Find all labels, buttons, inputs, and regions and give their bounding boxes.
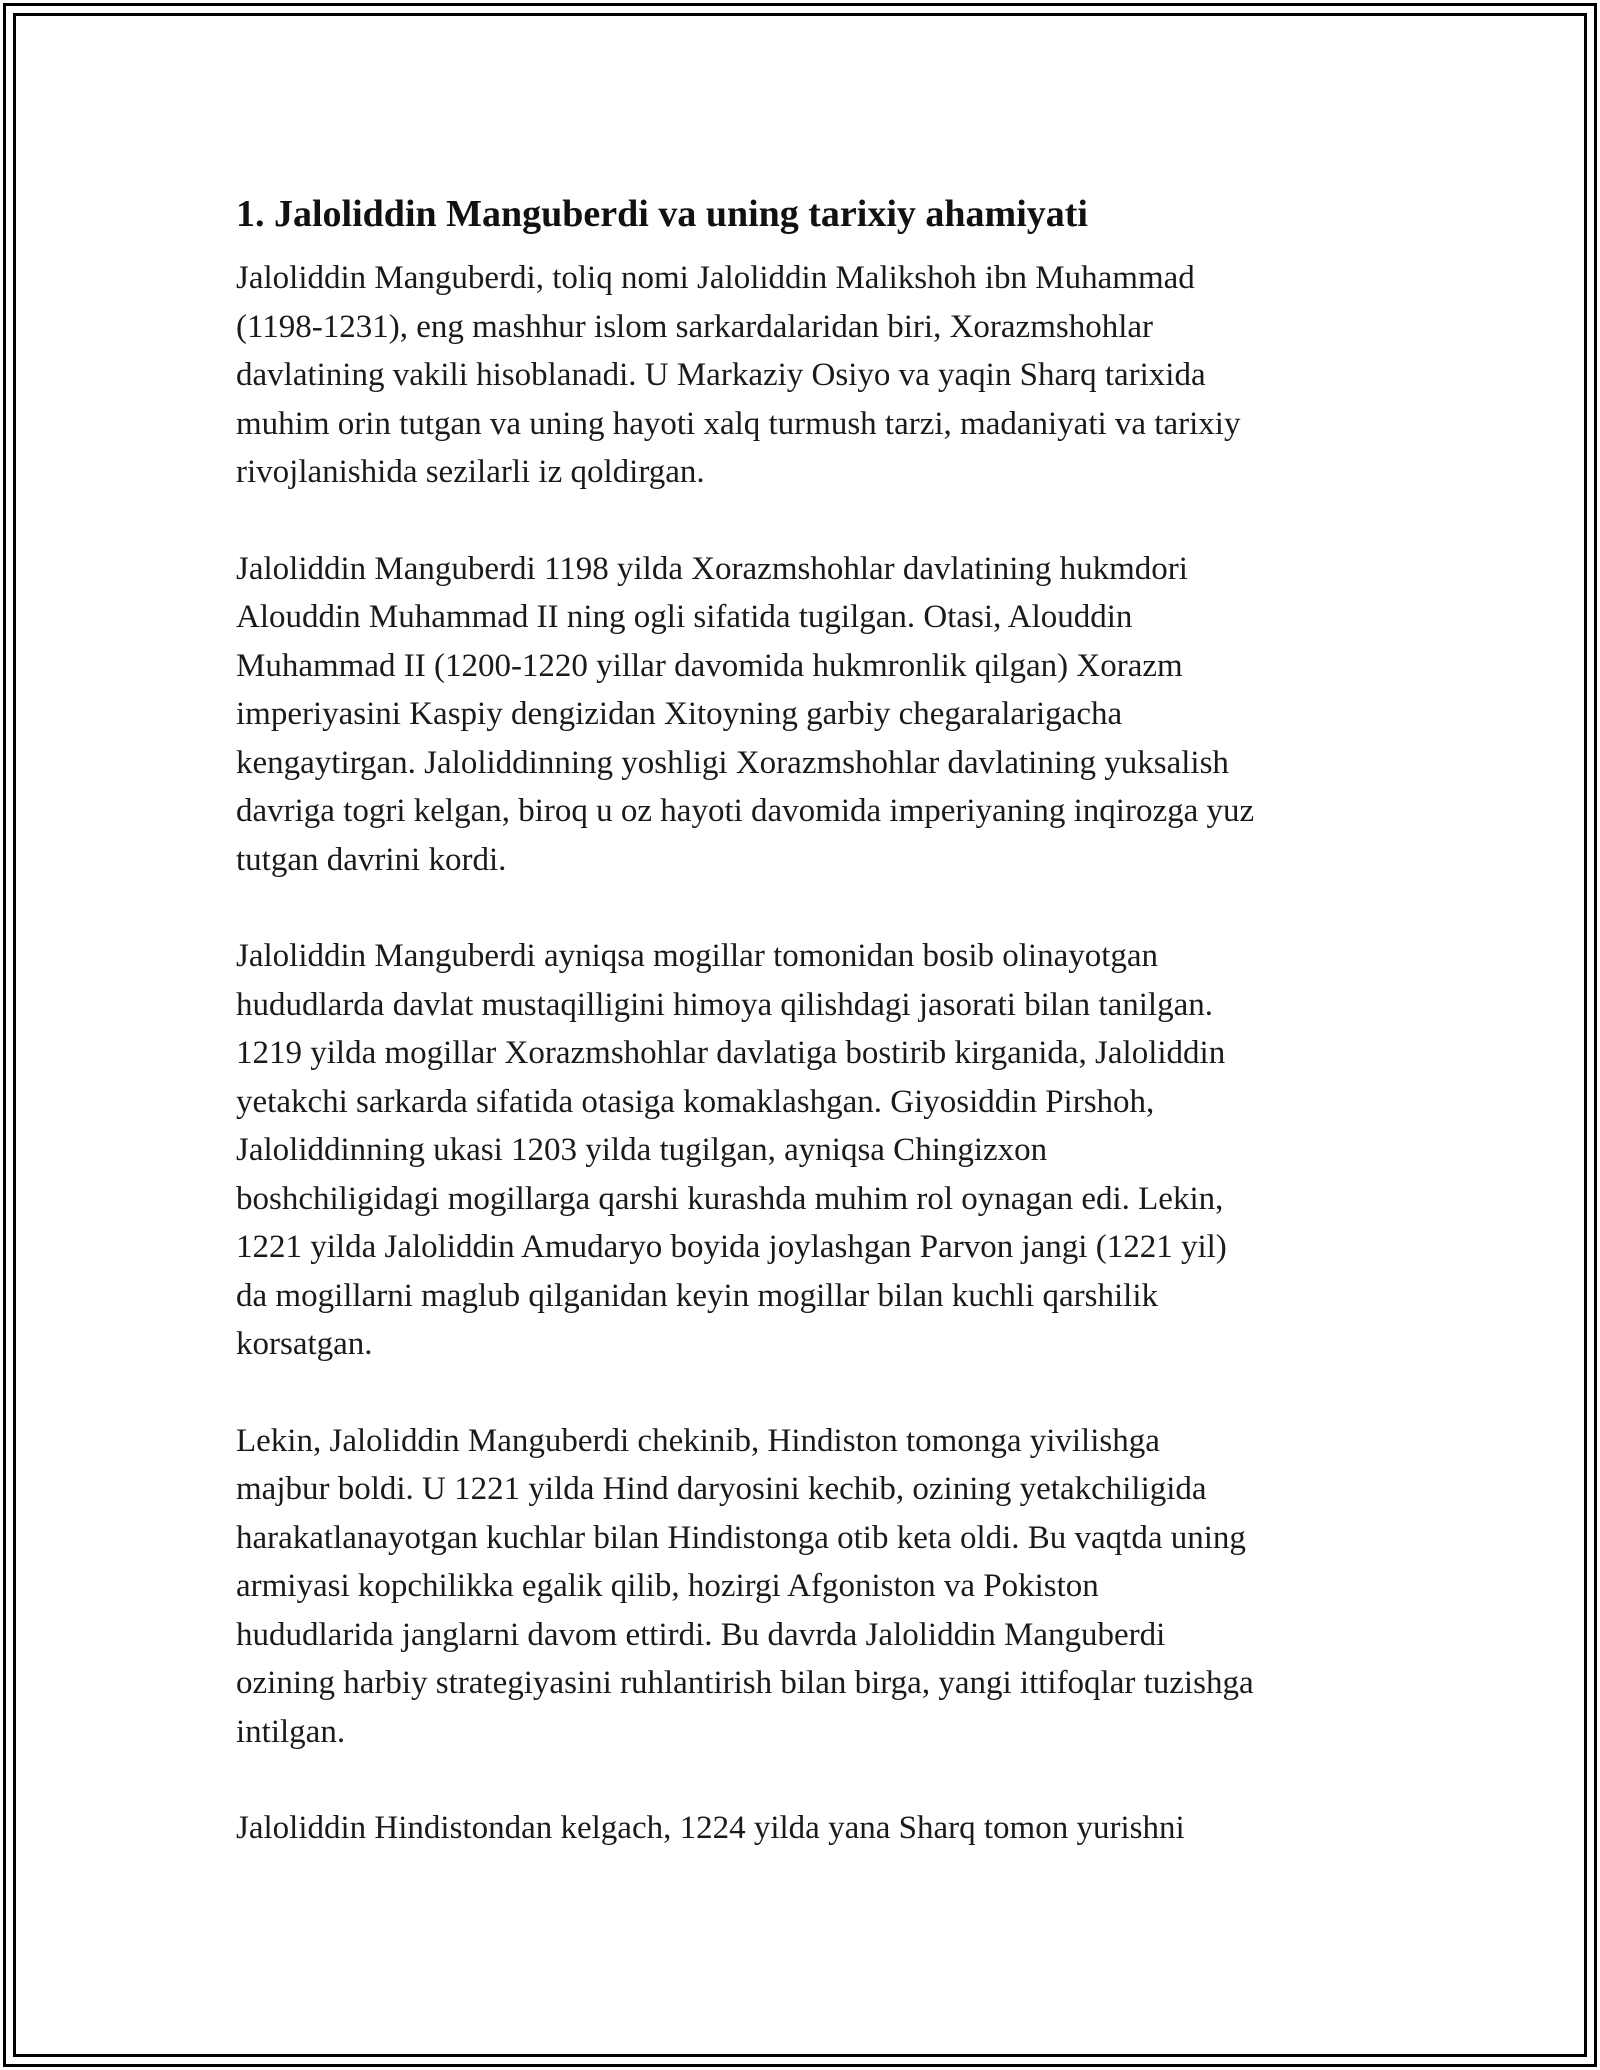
paragraph-line: (1198-1231), eng mashhur islom sarkardalaridan biri, Xorazmshohlar xyxy=(236,308,1154,345)
paragraph-line: Muhammad II (1200-1220 yillar davomida hukmronlik qilgan) Xorazm xyxy=(236,647,1183,684)
paragraph-line: harakatlanayotgan kuchlar bilan Hindistonga otib keta oldi. Bu vaqtda uning xyxy=(236,1519,1246,1556)
paragraph-line: rivojlanishida sezilarli iz qoldirgan. xyxy=(236,454,705,490)
paragraph-line: da mogillarni maglub qilganidan keyin mogillar bilan kuchli qarshilik xyxy=(236,1277,1158,1314)
paragraph-line: hududlarda davlat mustaqilligini himoya qilishdagi jasorati bilan tanilgan. xyxy=(236,986,1213,1023)
paragraph-line: Jaloliddin Manguberdi, toliq nomi Jaloliddin Malikshoh ibn Muhammad xyxy=(236,260,1195,296)
paragraph-line: kengaytirgan. Jaloliddinning yoshligi Xorazmshohlar davlatining yuksalish xyxy=(236,744,1229,781)
paragraph-line: 1219 yilda mogillar Xorazmshohlar davlatiga bostirib kirganida, Jaloliddin xyxy=(236,1035,1226,1071)
document-body xyxy=(236,188,1376,1901)
paragraph-line: Alouddin Muhammad II ning ogli sifatida tugilgan. Otasi, Alouddin xyxy=(236,599,1133,635)
paragraph-line: Jaloliddin Manguberdi ayniqsa mogillar tomonidan bosib olinayotgan xyxy=(236,938,1159,974)
paragraph-list xyxy=(236,254,1376,1853)
paragraph xyxy=(236,1417,1376,1757)
paragraph xyxy=(236,545,1376,885)
paragraph-line: boshchiligidagi mogillarga qarshi kurashda muhim rol oynagan edi. Lekin, xyxy=(236,1180,1224,1217)
paragraph xyxy=(236,932,1376,1369)
paragraph-line: Jaloliddin Hindistondan kelgach, 1224 yilda yana Sharq tomon yurishni xyxy=(236,1810,1185,1846)
paragraph-line: ozining harbiy strategiyasini ruhlantirish bilan birga, yangi ittifoqlar tuzishga xyxy=(236,1665,1254,1701)
paragraph-line: Lekin, Jaloliddin Manguberdi chekinib, Hindiston tomonga yivilishga xyxy=(236,1422,1160,1459)
paragraph-line: intilgan. xyxy=(236,1713,346,1750)
paragraph-line: imperiyasini Kaspiy dengizidan Xitoyning garbiy chegaralarigacha xyxy=(236,696,1123,732)
paragraph-line: hududlarida janglarni davom ettirdi. Bu davrda Jaloliddin Manguberdi xyxy=(236,1616,1166,1653)
paragraph-line: 1221 yilda Jaloliddin Amudaryo boyida joylashgan Parvon jangi (1221 yil) xyxy=(236,1229,1227,1265)
paragraph-line: davlatining vakili hisoblanadi. U Markaziy Osiyo va yaqin Sharq tarixida xyxy=(236,357,1206,393)
paragraph xyxy=(236,1804,1376,1853)
paragraph-line: davriga togri kelgan, biroq u oz hayoti davomida imperiyaning inqirozga yuz xyxy=(236,793,1255,829)
section-heading: 1. Jaloliddin Manguberdi va uning tarixiy ahamiyati xyxy=(236,193,1088,235)
paragraph-line: armiyasi kopchilikka egalik qilib, hozirgi Afgoniston va Pokiston xyxy=(236,1568,1099,1604)
paragraph-line: Jaloliddinning ukasi 1203 yilda tugilgan, ayniqsa Chingizxon xyxy=(236,1132,1048,1168)
paragraph-line: yetakchi sarkarda sifatida otasiga komaklashgan. Giyosiddin Pirshoh, xyxy=(236,1083,1155,1120)
paragraph xyxy=(236,254,1376,497)
paragraph-line: muhim orin tutgan va uning hayoti xalq turmush tarzi, madaniyati va tarixiy xyxy=(236,405,1241,442)
paragraph-line: tutgan davrini kordi. xyxy=(236,841,507,878)
paragraph-line: korsatgan. xyxy=(236,1326,373,1362)
paragraph-line: Jaloliddin Manguberdi 1198 yilda Xorazmshohlar davlatining hukmdori xyxy=(236,550,1188,587)
paragraph-line: majbur boldi. U 1221 yilda Hind daryosini kechib, ozining yetakchiligida xyxy=(236,1471,1207,1507)
